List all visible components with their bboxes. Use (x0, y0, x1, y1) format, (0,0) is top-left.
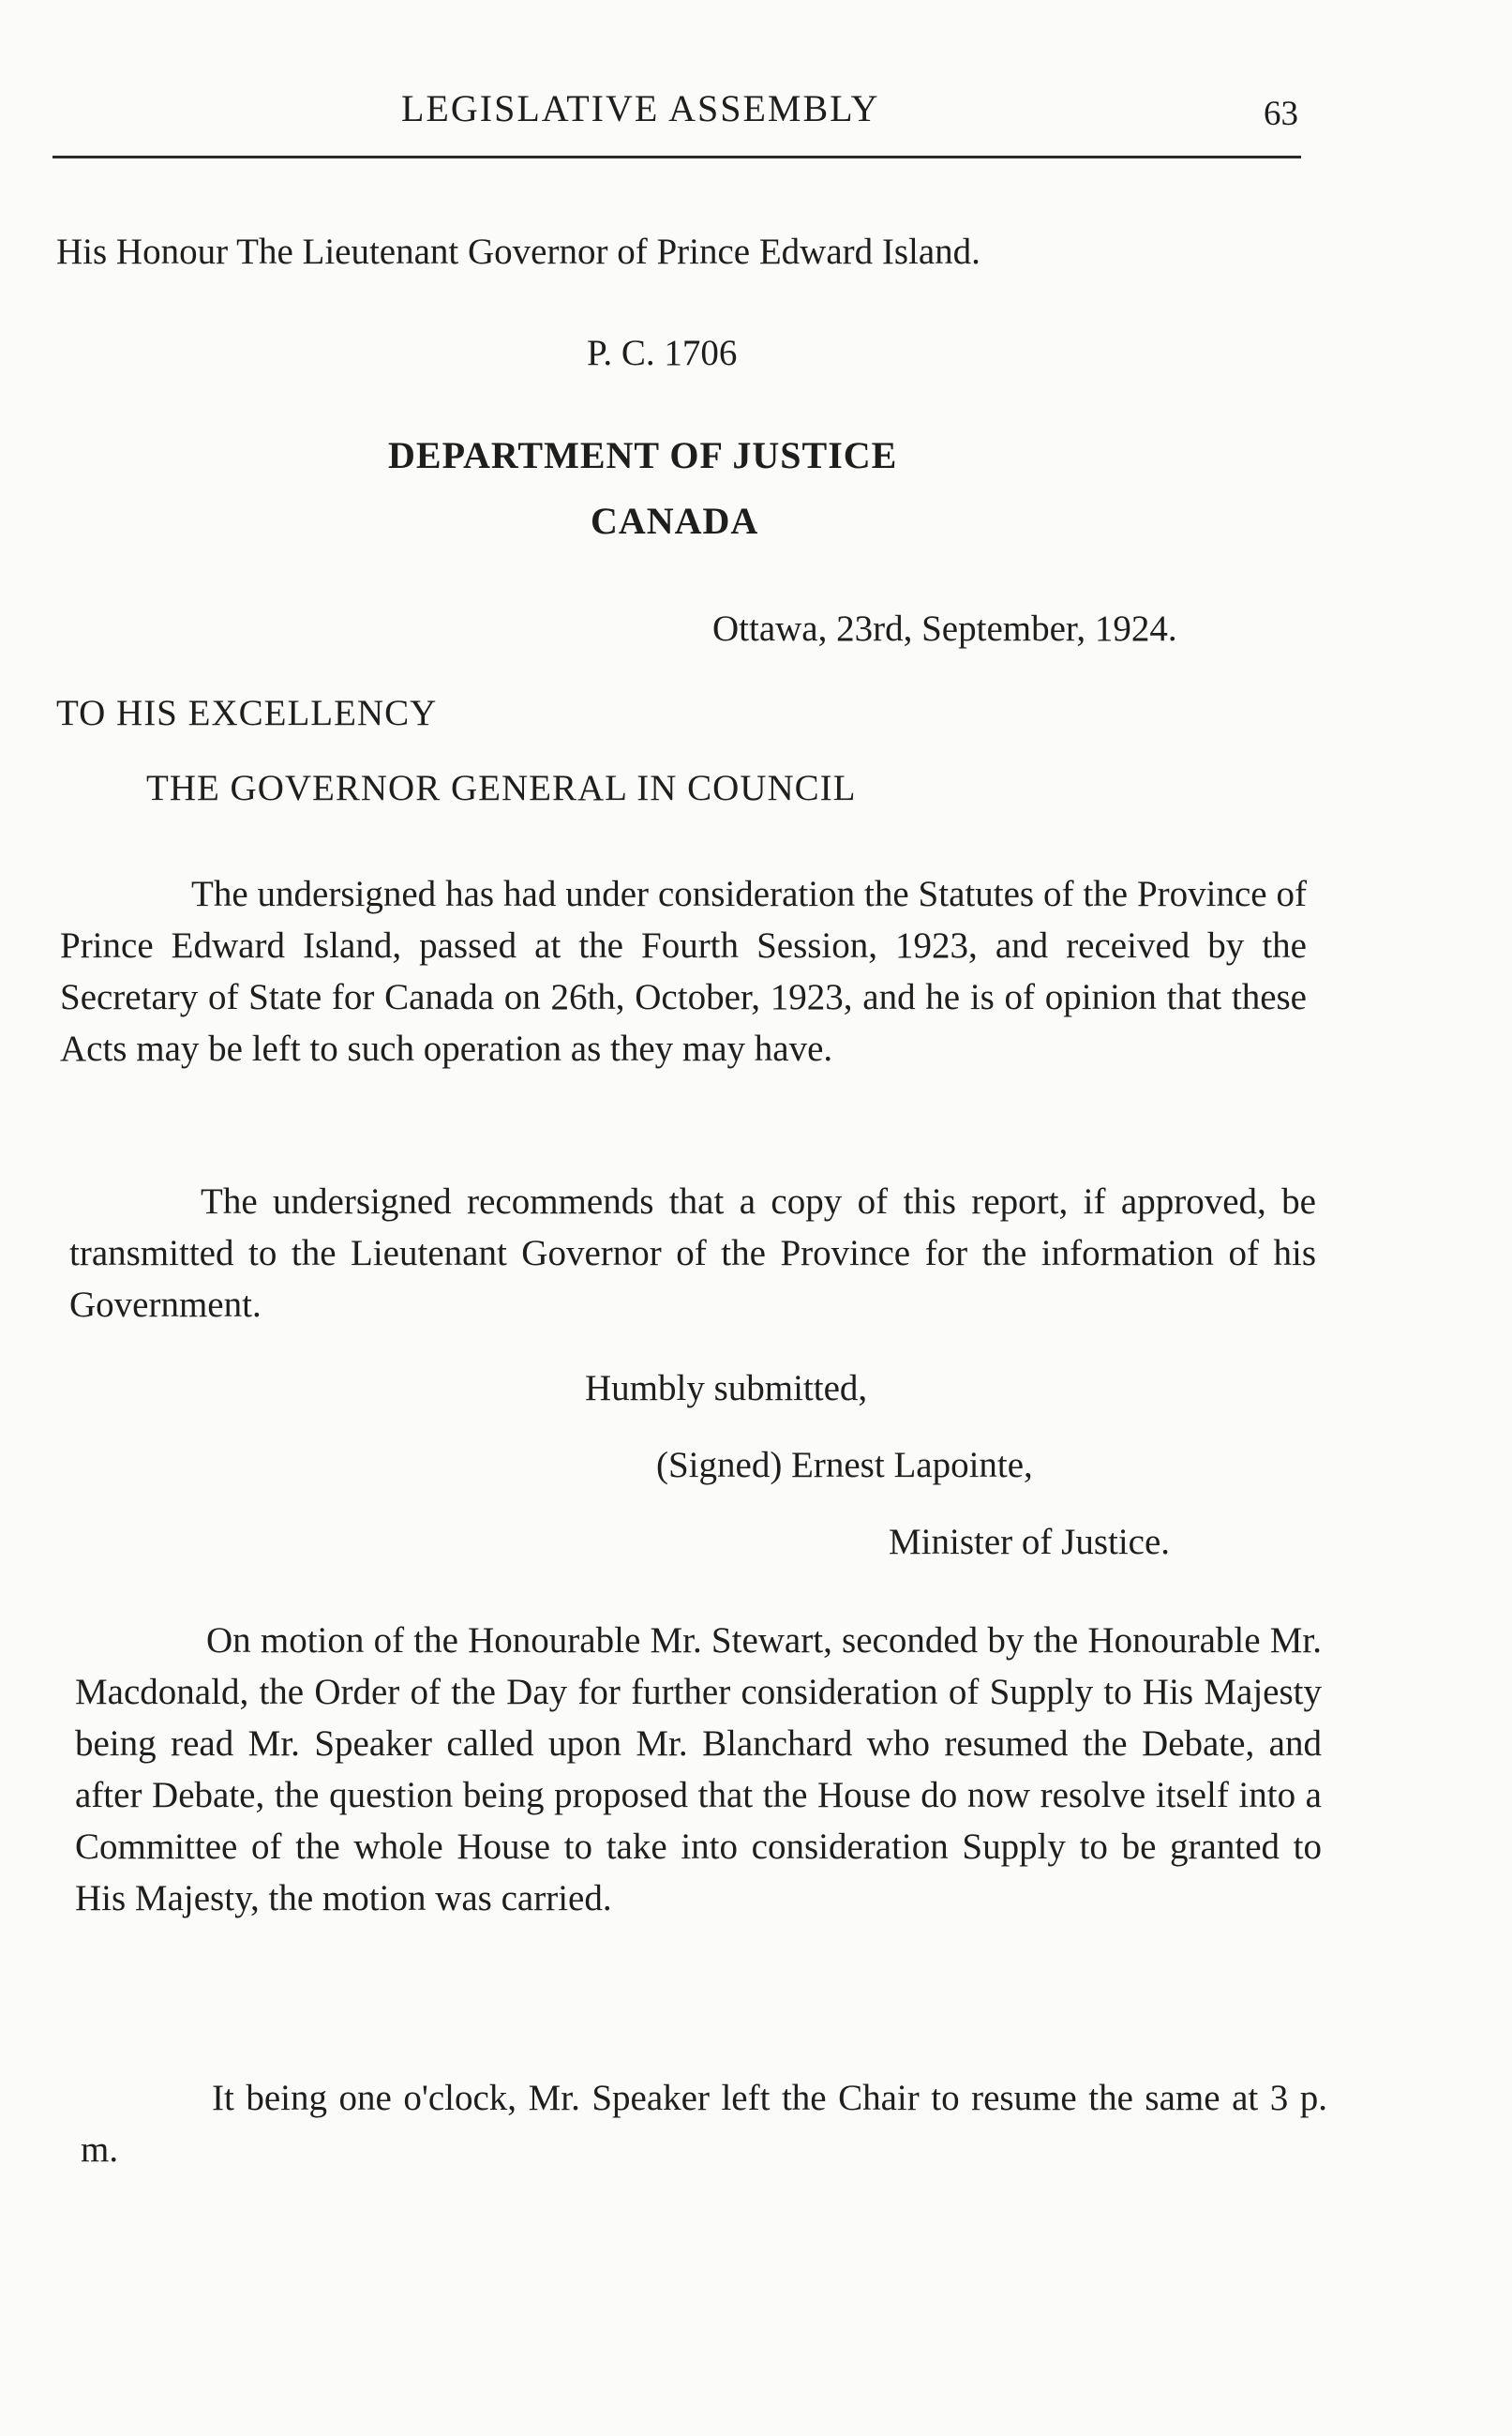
paragraph-motion (75, 1615, 1322, 1924)
paragraph-consideration (60, 868, 1307, 1075)
header-rule (52, 156, 1301, 158)
salutation-line-1: TO HIS EXCELLENCY (56, 693, 438, 733)
signatory-title: Minister of Justice. (889, 1522, 1171, 1562)
paragraph-recommendation (69, 1176, 1316, 1331)
running-header-title: LEGISLATIVE ASSEMBLY (401, 87, 880, 129)
dateline: Ottawa, 23rd, September, 1924. (712, 609, 1177, 649)
paragraph-adjournment (81, 2072, 1327, 2175)
signature-line: (Signed) Ernest Lapointe, (656, 1445, 1033, 1485)
page-number: 63 (1264, 95, 1298, 133)
closing-line: Humbly submitted, (585, 1368, 868, 1408)
pc-number: P. C. 1706 (587, 333, 738, 373)
country-heading: CANADA (591, 500, 759, 542)
paragraph-consideration-text: The undersigned has had under consideration the Statutes of the Province of Prince Edward Island, passed at the Fourth Session, 1923, and received by the Secretary of State for Canada on 26th, October, 1923, and he is of opinion that these Acts may be left to such operation as they may have. (60, 874, 1307, 1069)
paragraph-motion-text: On motion of the Honourable Mr. Stewart, seconded by the Honourable Mr. Macdonald, the Order of the Day for further consideration of Supply to His Majesty being read Mr. Speaker called upon Mr. Blanchard who resumed the Debate, and after Debate, the question being proposed that the House do now resolve itself into a Committee of the whole House to take into consideration Supply to be granted to His Majesty, the motion was carried. (75, 1620, 1322, 1918)
salutation-line-2: THE GOVERNOR GENERAL IN COUNCIL (146, 768, 857, 808)
paragraph-adjournment-text: It being one o'clock, Mr. Speaker left the Chair to resume the same at 3 p. m. (81, 2078, 1327, 2170)
addressee-line: His Honour The Lieutenant Governor of Prince Edward Island. (56, 232, 981, 272)
department-heading: DEPARTMENT OF JUSTICE (388, 434, 898, 476)
paragraph-recommendation-text: The undersigned recommends that a copy of this report, if approved, be transmitted to the Lieutenant Governor of the Province for the information of his Government. (69, 1181, 1316, 1325)
